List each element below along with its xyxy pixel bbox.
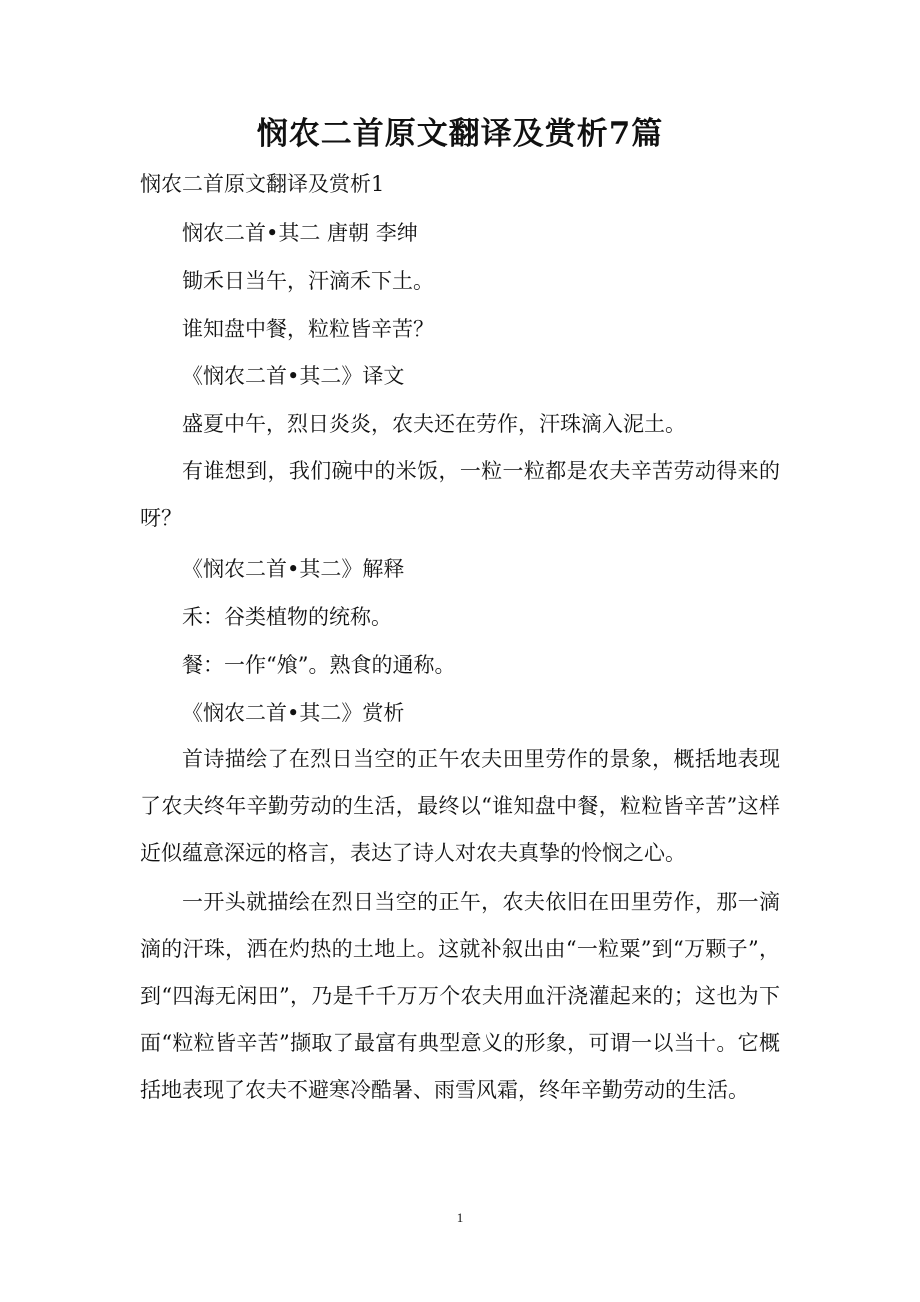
translation-line-1: 盛夏中午，烈日炎炎，农夫还在劳作，汗珠滴入泥土。 <box>182 412 686 436</box>
note-2: 餐：一作“飧”。熟食的通称。 <box>182 653 456 677</box>
translation-line-2: 有谁想到，我们碗中的米饭，一粒一粒都是农夫辛苦劳动得来的呀？ <box>140 459 780 530</box>
section-heading: 悯农二首原文翻译及赏析1 <box>140 172 385 196</box>
document-title: 悯农二首原文翻译及赏析7篇 <box>256 116 664 152</box>
note-1: 禾：谷类植物的统称。 <box>182 605 392 629</box>
appreciation-paragraph-2: 一开头就描绘在烈日当空的正午，农夫依旧在田里劳作，那一滴滴的汗珠，洒在灼热的土地上。这就补叙出由“一粒粟”到“万颗子”，到“四海无闲田”，乃是千千万万个农夫用血汗浇灌起来的；这也为下面“粒粒皆辛苦”撷取了最富有典型意义的形象，可谓一以当十。它概括地表现了农夫不避寒冷酷暑、雨雪风霜，终年辛勤劳动的生活。 <box>140 890 780 1102</box>
poem-header: 悯农二首•其二 唐朝 李绅 <box>182 221 418 245</box>
poem-line-1: 锄禾日当午，汗滴禾下土。 <box>182 269 434 293</box>
notes-heading: 《悯农二首•其二》解释 <box>182 557 405 581</box>
appreciation-paragraph-1: 首诗描绘了在烈日当空的正午农夫田里劳作的景象，概括地表现了农夫终年辛勤劳动的生活，最终以“谁知盘中餐，粒粒皆辛苦”这样近似蕴意深远的格言，表达了诗人对农夫真挚的怜悯之心。 <box>140 747 780 865</box>
appreciation-heading: 《悯农二首•其二》赏析 <box>182 701 405 725</box>
poem-line-2: 谁知盘中餐，粒粒皆辛苦？ <box>182 317 434 341</box>
page-number: 1 <box>456 1210 464 1225</box>
translation-heading: 《悯农二首•其二》译文 <box>182 364 405 388</box>
